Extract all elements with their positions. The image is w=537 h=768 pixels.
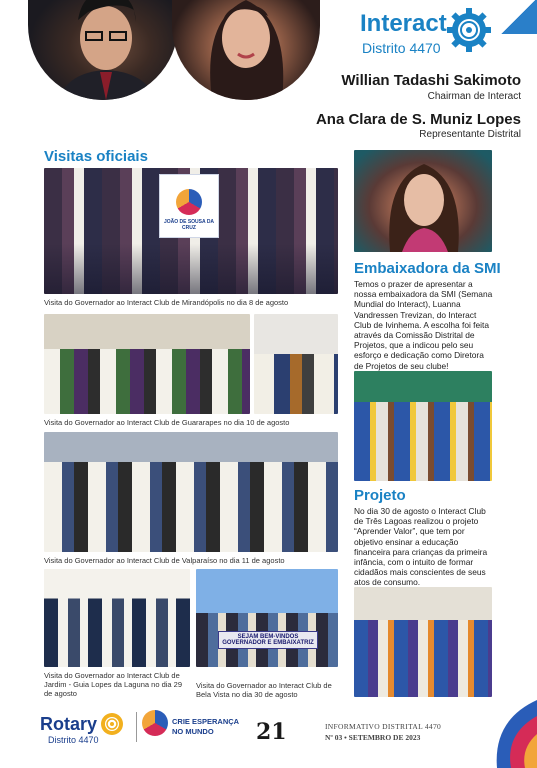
caption-jardim: Visita do Governador ao Interact Club de Jardim - Guia Lopes da Laguna no dia 29 de agosto bbox=[44, 671, 183, 698]
corner-swoosh-icon bbox=[483, 700, 537, 768]
banner-card bbox=[159, 174, 219, 238]
embaixadora-silhouette-icon bbox=[354, 150, 492, 252]
rotary-wheel-icon bbox=[99, 711, 125, 737]
photo-jardim bbox=[44, 569, 190, 667]
visitas-title: Visitas oficiais bbox=[44, 148, 148, 165]
chairman-silhouette-icon bbox=[28, 0, 178, 100]
photo-mirandopolis bbox=[44, 168, 338, 294]
interact-logo-text: Interact bbox=[360, 10, 447, 37]
photo-bela-vista bbox=[196, 569, 338, 667]
photo-valparaiso bbox=[44, 432, 338, 552]
interact-gear-icon bbox=[447, 8, 491, 52]
hope-slogan-line1: CRIE ESPERANÇA bbox=[172, 717, 240, 726]
banner-text-small: JOÃO DE SOUSA DA CRUZ bbox=[163, 219, 215, 231]
chairman-role: Chairman de Interact bbox=[427, 91, 521, 102]
portrait-chairman bbox=[28, 0, 178, 100]
caption-bela-vista: Visita do Governador ao Interact Club de Bela Vista no dia 30 de agosto bbox=[196, 681, 332, 699]
corner-accent bbox=[500, 0, 537, 34]
interact-district-label: Distrito 4470 bbox=[362, 40, 441, 56]
hope-logo-icon bbox=[142, 710, 168, 736]
portrait-representative bbox=[172, 0, 320, 100]
embaixadora-text: Temos o prazer de apresentar a nossa embaixadora da SMI (Semana Mundial do Interact), Luanna Vandressen Trevizan, do Interact Club de Ivinhema. A escolha foi feita através da Comissão Distrital de Projetos, que a indicou pelo seu esforço e dedicação como Diretora de Projetos de seu clube! bbox=[354, 279, 493, 371]
photo-projeto-2 bbox=[354, 587, 492, 697]
photo-projeto-1 bbox=[354, 371, 492, 481]
newsletter-title: INFORMATIVO DISTRITAL 4470 bbox=[325, 722, 442, 731]
caption-mirandopolis: Visita do Governador ao Interact Club de Mirandópolis no dia 8 de agosto bbox=[44, 298, 289, 307]
rotary-logo-text: Rotary bbox=[40, 714, 98, 734]
representative-name: Ana Clara de S. Muniz Lopes bbox=[315, 111, 521, 128]
photo-guararapes-2 bbox=[254, 314, 338, 414]
caption-valparaiso: Visita do Governador ao Interact Club de Valparaíso no dia 11 de agosto bbox=[44, 556, 285, 565]
caption-guararapes: Visita do Governador ao Interact Club de Guararapes no dia 10 de agosto bbox=[44, 418, 290, 427]
hope-slogan-line2: NO MUNDO bbox=[172, 727, 214, 736]
page-number: 21 bbox=[256, 719, 287, 745]
banner-bela-vista: SEJAM BEM-VINDOS GOVERNADOR E EMBAIXATRIZ bbox=[218, 631, 318, 649]
projeto-title: Projeto bbox=[354, 487, 406, 504]
photo-embaixadora bbox=[354, 150, 492, 252]
embaixadora-title: Embaixadora da SMI bbox=[354, 260, 501, 277]
photo-guararapes-1 bbox=[44, 314, 250, 414]
projeto-text: No dia 30 de agosto o Interact Club de Três Lagoas realizou o projeto “Aprender Valor”, que tem por objetivo ensinar a educação financeira para crianças da primeira infância, com o intuito de formar cidadãos mais conscientes de seus atos de consumo. bbox=[354, 506, 488, 588]
representative-role: Representante Distrital bbox=[419, 129, 521, 140]
rotary-district-label: Distrito 4470 bbox=[48, 735, 99, 745]
chairman-name: Willian Tadashi Sakimoto bbox=[341, 72, 521, 89]
hope-logo-icon bbox=[176, 189, 202, 215]
footer-divider bbox=[136, 712, 137, 742]
newsletter-issue: Nº 03 • SETEMBRO DE 2023 bbox=[325, 733, 421, 742]
representative-silhouette-icon bbox=[172, 0, 320, 100]
